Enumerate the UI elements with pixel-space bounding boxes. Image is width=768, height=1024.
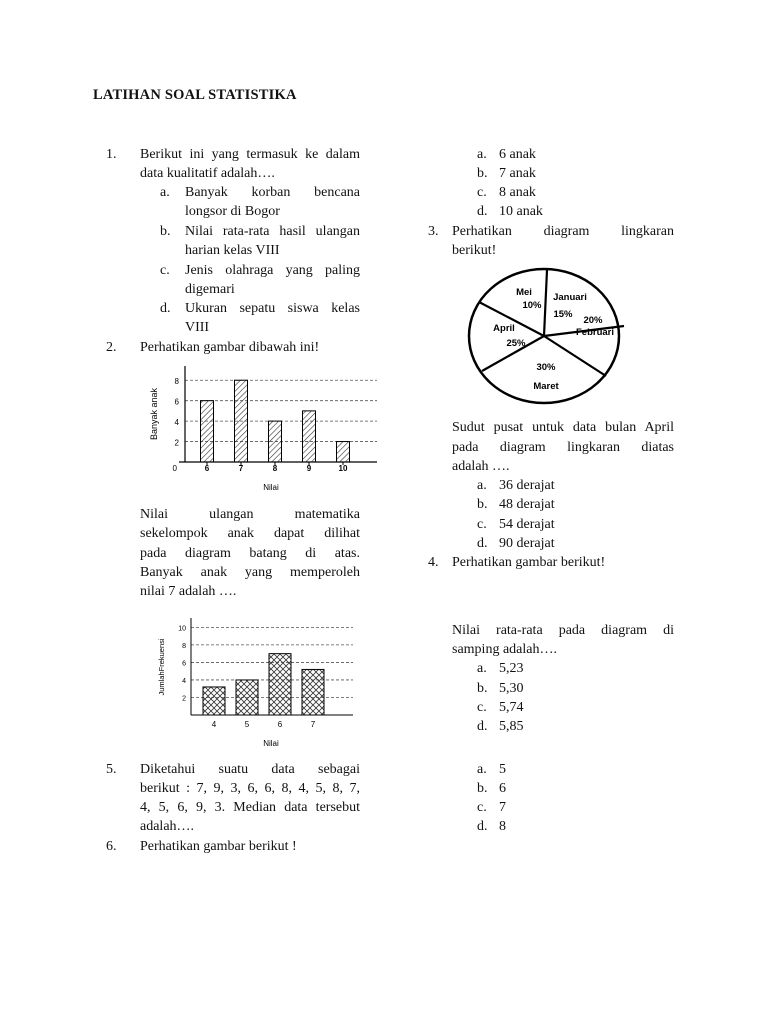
q1-option-b-label: b. [160,224,171,239]
q4-option-b-text: 5,30 [499,681,524,696]
x-tick-label: 6 [277,720,283,729]
bar [269,654,291,715]
pie-chart [462,265,632,407]
question-6-number: 6. [106,839,117,854]
x-tick-label: 8 [272,464,278,473]
q3-option-c-label: c. [477,517,487,532]
bar-chart-1 [145,362,385,497]
q2-option-d-label: d. [477,204,488,219]
y-tick-label: 10 [178,625,186,633]
q2-option-b-label: b. [477,166,488,181]
x-tick-label: 6 [204,464,210,473]
q5-line-4: adalah…. [140,819,195,834]
q1-option-c-label: c. [160,263,170,278]
x-tick-label: 7 [310,720,316,729]
q4-para-line-2: samping adalah…. [452,642,557,657]
question-2-text: Perhatikan gambar dibawah ini! [140,340,320,355]
q1-option-d-label: d. [160,301,171,316]
q5-line-2: berikut : 7, 9, 3, 6, 6, 8, 4, 5, 8, 7, [140,781,360,796]
slice-name-label: Mei [516,287,532,298]
bar [203,687,225,715]
y-axis-label: Banyak anak [149,387,159,441]
q2-option-c-text: 8 anak [499,185,536,200]
q1-option-a-line-2: longsor di Bogor [185,204,280,219]
q1-option-b-line-2: harian kelas VIII [185,243,280,258]
q3-option-d-text: 90 derajat [499,536,555,551]
q5-line-3: 4, 5, 6, 9, 3. Median data tersebut [140,800,360,815]
q5-option-a-label: a. [477,762,487,777]
q5-option-d-text: 8 [499,819,506,834]
q5-option-b-text: 6 [499,781,506,796]
y-axis-label: JumlahFrekuensi [157,638,166,696]
y-tick-label: 2 [182,695,186,703]
y-tick-label: 6 [182,660,186,668]
q5-line-1: Diketahui suatu data sebagai [140,762,360,777]
bar [303,411,316,462]
q2-option-a-text: 6 anak [499,147,536,162]
x-axis-label: Nilai [263,483,279,492]
y-tick-label: 6 [174,397,179,407]
q4-para-line-1: Nilai rata-rata pada diagram di [452,623,674,638]
q1-option-a-line-1: Banyak korban bencana [185,185,360,200]
x-tick-label: 10 [338,464,348,473]
bar [236,680,258,715]
bar [201,401,214,462]
q2-option-c-label: c. [477,185,487,200]
y-tick-label: 4 [182,677,186,685]
q3-para-line-2: pada diagram lingkaran diatas [452,440,674,455]
q4-option-d-label: d. [477,719,488,734]
q3-option-a-text: 36 derajat [499,478,555,493]
slice-value-label: 20% [583,315,603,326]
slice-name-label: Februari [575,327,615,338]
q5-option-c-text: 7 [499,800,506,815]
q1-option-a-label: a. [160,185,170,200]
question-1-line-2: data kualitatif adalah…. [140,166,275,181]
q5-option-d-label: d. [477,819,488,834]
y-tick-label: 2 [174,438,179,448]
q4-option-c-text: 5,74 [499,700,524,715]
x-tick-label: 5 [244,720,250,729]
y-tick-label: 8 [174,377,179,387]
x-axis-label: Nilai [263,739,279,748]
question-2-number: 2. [106,340,117,355]
q1-option-d-line-1: Ukuran sepatu siswa kelas [185,301,360,316]
q3-option-c-text: 54 derajat [499,517,555,532]
slice-value-label: 25% [506,338,526,349]
slice-name-label: April [493,323,515,334]
question-5-number: 5. [106,762,117,777]
x-tick-label: 7 [238,464,244,473]
bar-chart-2 [148,612,363,752]
q4-option-a-label: a. [477,661,487,676]
slice-name-label: Maret [533,381,559,392]
q2-para-line-5: nilai 7 adalah …. [140,584,237,599]
question-4-text: Perhatikan gambar berikut! [452,555,606,570]
x-tick-label: 9 [306,464,312,473]
q2-para-line-3: pada diagram batang di atas. [140,546,360,561]
q4-option-b-label: b. [477,681,488,696]
slice-value-label: 30% [536,362,556,373]
origin-label: 0 [172,464,177,473]
bar [302,669,324,715]
q1-option-c-line-2: digemari [185,282,235,297]
q3-option-a-label: a. [477,478,487,493]
q5-option-a-text: 5 [499,762,506,777]
bar [269,421,282,462]
q3-para-line-3: adalah …. [452,459,510,474]
question-3-number: 3. [428,224,439,239]
q5-option-c-label: c. [477,800,487,815]
q4-option-d-text: 5,85 [499,719,524,734]
q1-option-d-line-2: VIII [185,320,210,335]
q3-option-d-label: d. [477,536,488,551]
question-3-line-2: berikut! [452,243,497,258]
question-1-line-1: Berikut ini yang termasuk ke dalam [140,147,360,162]
question-6-text: Perhatikan gambar berikut ! [140,839,297,854]
q2-para-line-2: sekelompok anak dapat dilihat [140,526,360,541]
page-title: LATIHAN SOAL STATISTIKA [93,87,297,103]
x-tick-label: 4 [211,720,217,729]
y-tick-label: 8 [182,642,186,650]
q2-option-a-label: a. [477,147,487,162]
q1-option-c-line-1: Jenis olahraga yang paling [185,263,360,278]
question-4-number: 4. [428,555,439,570]
y-tick-label: 4 [174,418,179,428]
q1-option-b-line-1: Nilai rata-rata hasil ulangan [185,224,360,239]
q2-para-line-1: Nilai ulangan matematika [140,507,360,522]
q3-option-b-label: b. [477,497,488,512]
q2-option-d-text: 10 anak [499,204,543,219]
q4-option-a-text: 5,23 [499,661,524,676]
q2-option-b-text: 7 anak [499,166,536,181]
slice-value-label: 15% [553,309,573,320]
slice-name-label: Januari [553,292,587,303]
q4-option-c-label: c. [477,700,487,715]
q5-option-b-label: b. [477,781,488,796]
q3-para-line-1: Sudut pusat untuk data bulan April [452,420,674,435]
question-1-number: 1. [106,147,117,162]
bar [235,380,248,462]
question-3-line-1: Perhatikan diagram lingkaran [452,224,674,239]
q3-option-b-text: 48 derajat [499,497,555,512]
bar [337,442,350,462]
q2-para-line-4: Banyak anak yang memperoleh [140,565,360,580]
slice-value-label: 10% [522,300,542,311]
